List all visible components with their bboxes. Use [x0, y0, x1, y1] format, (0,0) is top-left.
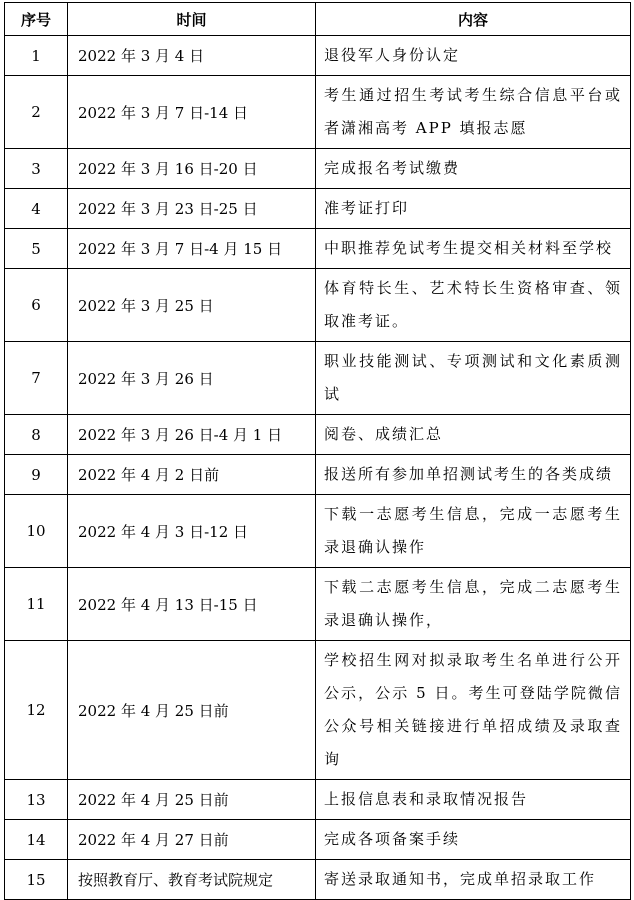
row-time: 2022 年 3 月 25 日 — [68, 269, 316, 342]
row-content: 完成各项备案手续 — [316, 820, 631, 860]
table-row — [5, 495, 631, 568]
header-row — [5, 3, 631, 36]
row-content: 寄送录取通知书，完成单招录取工作 — [316, 860, 631, 900]
table-row — [5, 36, 631, 76]
row-content: 职业技能测试、专项测试和文化素质测试 — [316, 342, 631, 415]
row-time: 2022 年 3 月 26 日-4 月 1 日 — [68, 415, 316, 455]
row-index: 6 — [5, 269, 68, 342]
row-content: 完成报名考试缴费 — [316, 149, 631, 189]
row-index: 9 — [5, 455, 68, 495]
row-content: 学校招生网对拟录取考生名单进行公开公示，公示 5 日。考生可登陆学院微信公众号相关链接进行单招成绩及录取查询 — [316, 641, 631, 780]
row-content: 退役军人身份认定 — [316, 36, 631, 76]
row-index: 15 — [5, 860, 68, 900]
row-index: 1 — [5, 36, 68, 76]
table-row — [5, 415, 631, 455]
row-time: 2022 年 4 月 25 日前 — [68, 780, 316, 820]
row-time: 2022 年 3 月 26 日 — [68, 342, 316, 415]
row-time: 2022 年 4 月 2 日前 — [68, 455, 316, 495]
row-time: 2022 年 3 月 4 日 — [68, 36, 316, 76]
row-content: 体育特长生、艺术特长生资格审查、领取准考证。 — [316, 269, 631, 342]
row-content: 下载一志愿考生信息，完成一志愿考生录退确认操作 — [316, 495, 631, 568]
row-index: 5 — [5, 229, 68, 269]
table-row — [5, 641, 631, 780]
table-row — [5, 229, 631, 269]
table-row — [5, 780, 631, 820]
row-index: 13 — [5, 780, 68, 820]
table-row — [5, 568, 631, 641]
row-time: 2022 年 3 月 23 日-25 日 — [68, 189, 316, 229]
table-row — [5, 189, 631, 229]
header-time: 时间 — [68, 3, 316, 36]
row-index: 4 — [5, 189, 68, 229]
table-row — [5, 149, 631, 189]
row-content: 上报信息表和录取情况报告 — [316, 780, 631, 820]
table-row — [5, 860, 631, 900]
row-content: 考生通过招生考试考生综合信息平台或者潇湘高考 APP 填报志愿 — [316, 76, 631, 149]
row-content: 中职推荐免试考生提交相关材料至学校 — [316, 229, 631, 269]
row-time: 2022 年 4 月 25 日前 — [68, 641, 316, 780]
header-content: 内容 — [316, 3, 631, 36]
row-content: 准考证打印 — [316, 189, 631, 229]
row-index: 2 — [5, 76, 68, 149]
row-time: 2022 年 3 月 16 日-20 日 — [68, 149, 316, 189]
row-time: 2022 年 3 月 7 日-14 日 — [68, 76, 316, 149]
header-index: 序号 — [5, 3, 68, 36]
row-index: 10 — [5, 495, 68, 568]
table-row — [5, 820, 631, 860]
table-row — [5, 269, 631, 342]
row-time: 2022 年 3 月 7 日-4 月 15 日 — [68, 229, 316, 269]
table-row — [5, 455, 631, 495]
row-index: 3 — [5, 149, 68, 189]
row-time: 2022 年 4 月 3 日-12 日 — [68, 495, 316, 568]
table-row — [5, 342, 631, 415]
row-content: 下载二志愿考生信息，完成二志愿考生录退确认操作， — [316, 568, 631, 641]
row-time: 2022 年 4 月 13 日-15 日 — [68, 568, 316, 641]
row-index: 8 — [5, 415, 68, 455]
schedule-table — [4, 2, 631, 900]
row-time: 2022 年 4 月 27 日前 — [68, 820, 316, 860]
row-content: 阅卷、成绩汇总 — [316, 415, 631, 455]
row-index: 11 — [5, 568, 68, 641]
row-content: 报送所有参加单招测试考生的各类成绩 — [316, 455, 631, 495]
row-index: 14 — [5, 820, 68, 860]
table-row — [5, 76, 631, 149]
row-index: 7 — [5, 342, 68, 415]
row-time: 按照教育厅、教育考试院规定 — [68, 860, 316, 900]
row-index: 12 — [5, 641, 68, 780]
